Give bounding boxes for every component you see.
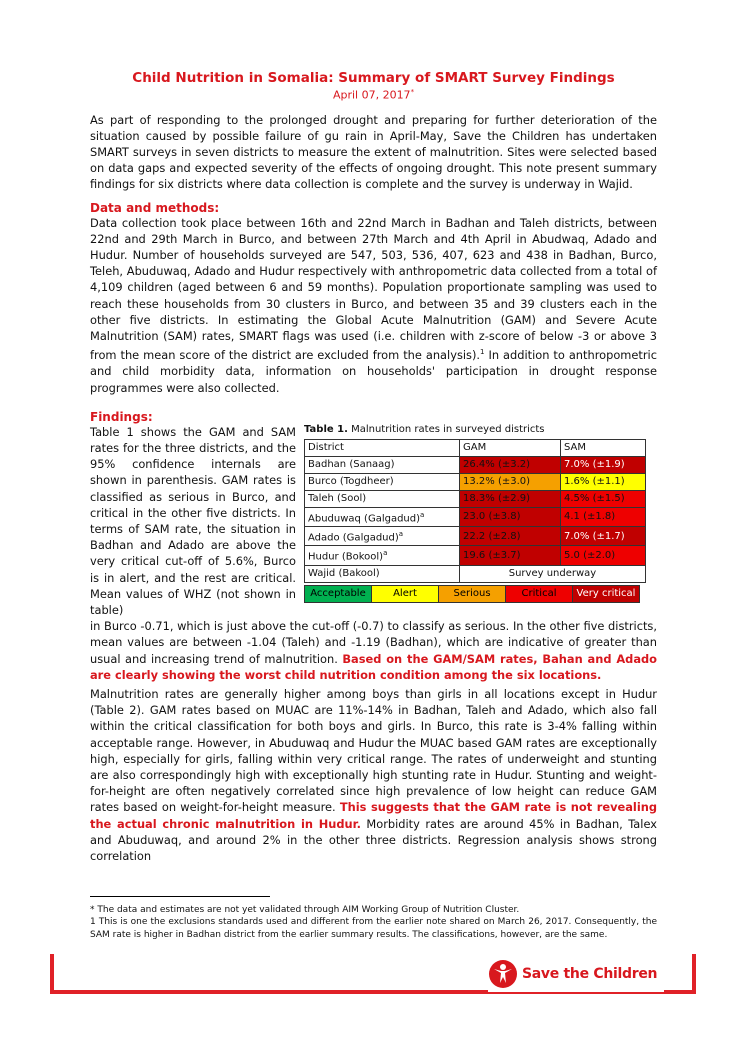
malnutrition-table [304, 439, 646, 583]
status-cell: Survey underway [460, 565, 646, 582]
district-footnote-mark: a [398, 530, 404, 539]
district-name: Taleh (Sool) [308, 493, 367, 505]
save-the-children-icon [488, 959, 518, 989]
table-caption: Table 1. Malnutrition rates in surveyed districts [304, 423, 545, 435]
gam-cell: 23.0 (±3.8) [460, 507, 561, 526]
district-cell [305, 527, 460, 546]
district-cell [305, 456, 460, 473]
district-footnote-mark: a [383, 549, 388, 558]
gam-cell: 19.6 (±3.7) [460, 546, 561, 565]
district-name: Adado (Galgadud) [308, 532, 399, 544]
district-name: Abuduwaq (Galgadud) [308, 513, 421, 525]
district-cell [305, 507, 460, 526]
key-finding-hudur: This suggests that the GAM rate is not revealing the actual chronic malnutrition in Hudur. [90, 800, 657, 831]
district-cell [305, 473, 460, 490]
table-row [305, 473, 646, 490]
page-title: Child Nutrition in Somalia: Summary of SMART Survey Findings [132, 70, 615, 86]
gam-cell: 13.2% (±3.0) [460, 473, 561, 490]
district-footnote-mark: a [420, 510, 425, 519]
sam-cell: 4.5% (±1.5) [561, 490, 646, 507]
methods-paragraph: Data collection took place between 16th and 22nd March in Badhan and Taleh districts, between 22nd and 29th March in Burco, and between 27th March and 4th April in Abudwaq, Adado and Hudur. Number of households surveyed are 547, 503, 536, 407, 623 and 438 in Badhan, Burco, Teleh, Abuduwaq, Adado and Hudur respectively with anthropometric data collected from a total of 4,109 children (aged between 6 and 59 months). Population proportionate sampling was used to reach these households from 30 clusters in Burco, and between 35 and 39 clusters each in the other five districts. In estimating the Global Acute Malnutrition (GAM) and Severe Acute Malnutrition (SAM) rates, SMART flags was used (i.e. children with z-score of below -3 or above 3 from the mean score of the district are excluded from the analysis).$^1$ In addition to anthropometric and child morbidity data, information on households' participation in drought response programmes were also collected. [90, 215, 657, 395]
sam-cell: 4.1 (±1.8) [561, 507, 646, 526]
gam-cell: 18.3% (±2.9) [460, 490, 561, 507]
findings-left-paragraph: Table 1 shows the GAM and SAM rates for the three districts, and the 95% confidence internals are shown in parenthesis. GAM rates is classified as serious in Burco, and critical in the other five districts. In terms of SAM rate, the situation in Badhan and Adado are above the very critical cut-off of 5.6%, Burco is in alert, and the rest are critical. Mean values of WHZ (not shown in table) [90, 424, 296, 617]
gam-cell: 26.4% (±3.2) [460, 456, 561, 473]
key-finding: Based on the GAM/SAM rates, Bahan and Adado are clearly showing the worst child nutrition condition among the six locations. [90, 651, 657, 682]
table-row [305, 507, 646, 526]
table-header-row [305, 439, 646, 456]
legend-item-critical: Critical [505, 586, 572, 602]
legend-item-alert: Alert [371, 586, 438, 602]
table-row [305, 527, 646, 546]
classification-legend [304, 585, 640, 603]
sam-cell: 5.0 (±2.0) [561, 546, 646, 565]
document-body [90, 70, 657, 864]
footnote-1: 1 This is one the exclusions standards used and different from the earlier note shared on March 26, 2017. Consequently, the SAM rate is higher in Badhan district from the earlier summary results. The classifications, however, are the same. [90, 917, 657, 940]
district-cell [305, 546, 460, 565]
table-header-cell: GAM [460, 439, 561, 456]
table-row [305, 490, 646, 507]
legend-item-very-critical: Very critical [572, 586, 639, 602]
district-name: Burco (Togdheer) [308, 476, 394, 488]
sam-cell: 1.6% (±1.1) [561, 473, 646, 490]
methods-heading: Data and methods: [90, 200, 220, 215]
district-cell [305, 490, 460, 507]
gam-cell: 22.2 (±2.8) [460, 527, 561, 546]
footnote-star: * The data and estimates are not yet validated through AIM Working Group of Nutrition Cluster. [90, 905, 520, 915]
save-the-children-logo [488, 956, 664, 992]
district-name: Hudur (Bokool) [308, 551, 384, 563]
table-1 [304, 424, 658, 603]
second-paragraph: Malnutrition rates are generally higher among boys than girls in all locations except in Hudur (Table 2). GAM rates based on MUAC are 11%-14% in Badhan, Taleh and Adado, which also fall within the critical classification for both boys and girls. In Burco, this rate is 3-4% falling within acceptable range. However, in Abuduwaq and Hudur the MUAC based GAM rates are exceptionally high, especially for girls, falling within very critical range. The rates of underweight and stunting are also correspondingly high with exceptionally high stunting rate in Hudur. Stunting and weight-for-height are often negatively correlated since high prevalence of low height can reduce GAM rates based on weight-for-height measure. This suggests that the GAM rate is not revealing the actual chronic malnutrition in Hudur. Morbidity rates are around 45% in Badhan, Talex and Abuduwaq, and around 2% in the other three districts. Regression analysis shows strong correlation [90, 686, 657, 863]
intro-paragraph: As part of responding to the prolonged drought and preparing for further deterioration of the situation caused by possible failure of gu rain in April-May, Save the Children has undertaken SMART surveys in seven districts to measure the extent of malnutrition. Sites were selected based on data gaps and expected severity of the effects of ongoing drought. This note present summary findings for six districts where data collection is complete and the survey is underway in Wajid. [90, 112, 657, 192]
findings-section [90, 424, 657, 618]
logo-text: Save the Children [522, 966, 658, 982]
sam-cell: 7.0% (±1.9) [561, 456, 646, 473]
footnotes [90, 904, 657, 941]
report-date: April 07, 2017* [332, 88, 415, 102]
sam-cell: 7.0% (±1.7) [561, 527, 646, 546]
legend-item-serious: Serious [438, 586, 505, 602]
table-header-cell: District [305, 439, 460, 456]
table-row [305, 546, 646, 565]
district-name: Badhan (Sanaag) [308, 459, 395, 471]
legend-item-acceptable: Acceptable [305, 586, 371, 602]
findings-heading: Findings: [90, 409, 153, 424]
footnote-divider [90, 896, 270, 897]
district-cell: Wajid (Bakool) [305, 565, 460, 582]
table-header-cell: SAM [561, 439, 646, 456]
findings-continued: in Burco -0.71, which is just above the cut-off (-0.7) to classify as serious. In the other five districts, mean values are between -1.04 (Taleh) and -1.19 (Badhan), which are indicative of greater than usual and increasing trend of malnutrition. Based on the GAM/SAM rates, Bahan and Adado are clearly showing the worst child nutrition condition among the six locations. [90, 619, 657, 682]
table-row [305, 456, 646, 473]
table-row [305, 565, 646, 582]
